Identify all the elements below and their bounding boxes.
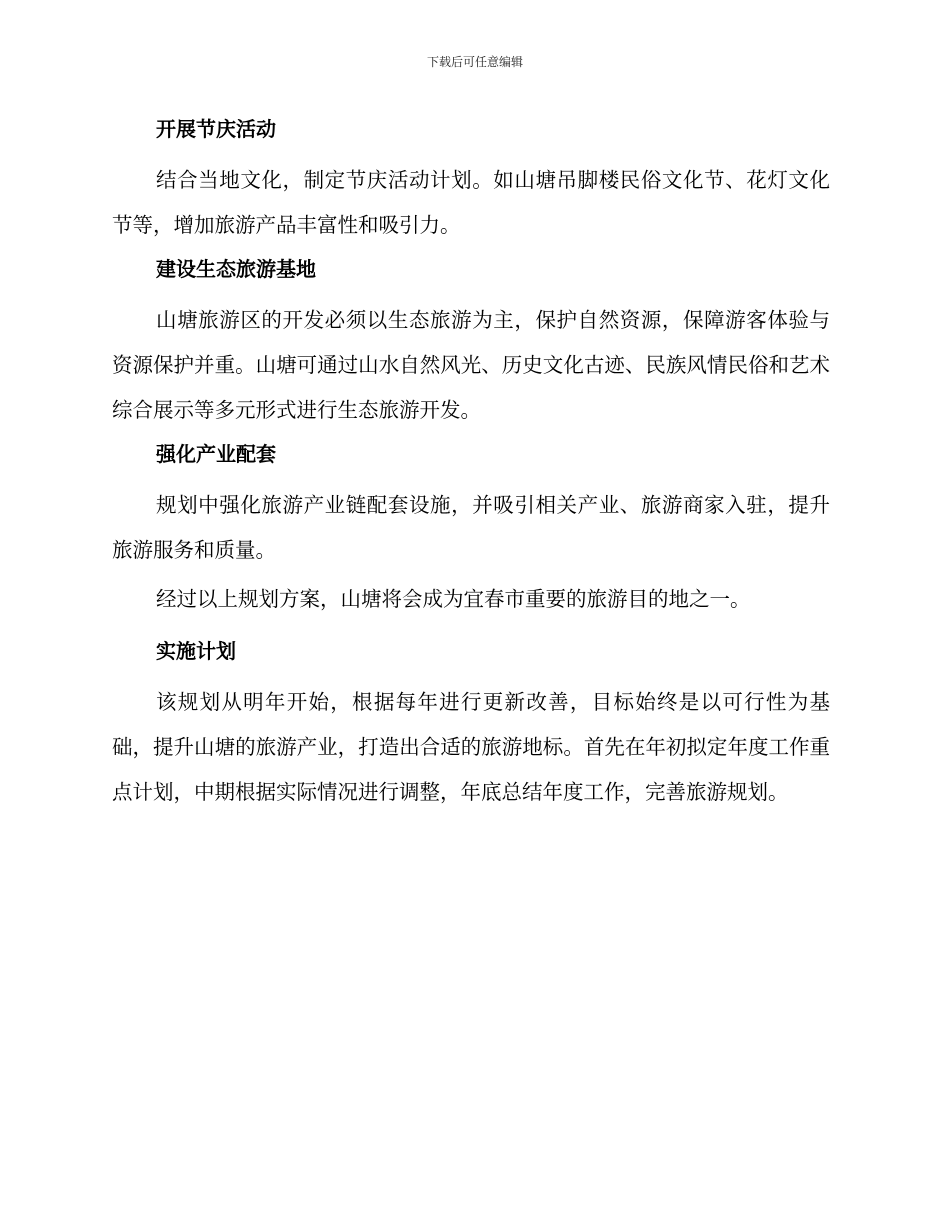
- section-paragraph-implementation: 该规划从明年开始，根据每年进行更新改善，目标始终是以可行性为基础，提升山塘的旅游产业，打造出合适的旅游地标。首先在年初拟定年度工作重点计划，中期根据实际情况进行调整，年底总结年度工作，完善旅游规划。: [112, 690, 830, 804]
- section-heading-implementation: 实施计划: [156, 639, 236, 663]
- section-paragraph-festival: 结合当地文化，制定节庆活动计划。如山塘吊脚楼民俗文化节、花灯文化节等，增加旅游产品丰富性和吸引力。: [112, 168, 830, 237]
- document-body: [112, 112, 830, 819]
- section-heading-festival: 开展节庆活动: [156, 117, 276, 141]
- page-header: 下载后可任意编辑: [426, 55, 523, 69]
- section-heading-eco-base: 建设生态旅游基地: [156, 257, 316, 281]
- section-paragraph-eco-base: 山塘旅游区的开发必须以生态旅游为主，保护自然资源，保障游客体验与资源保护并重。山塘可通过山水自然风光、历史文化古迹、民族风情民俗和艺术综合展示等多元形式进行生态旅游开发。: [112, 308, 830, 422]
- section-paragraph-summary: 经过以上规划方案，山塘将会成为宜春市重要的旅游目的地之一。: [156, 587, 751, 611]
- section-paragraph-industry: 规划中强化旅游产业链配套设施，并吸引相关产业、旅游商家入驻，提升旅游服务和质量。: [112, 493, 830, 562]
- section-heading-industry: 强化产业配套: [156, 442, 276, 466]
